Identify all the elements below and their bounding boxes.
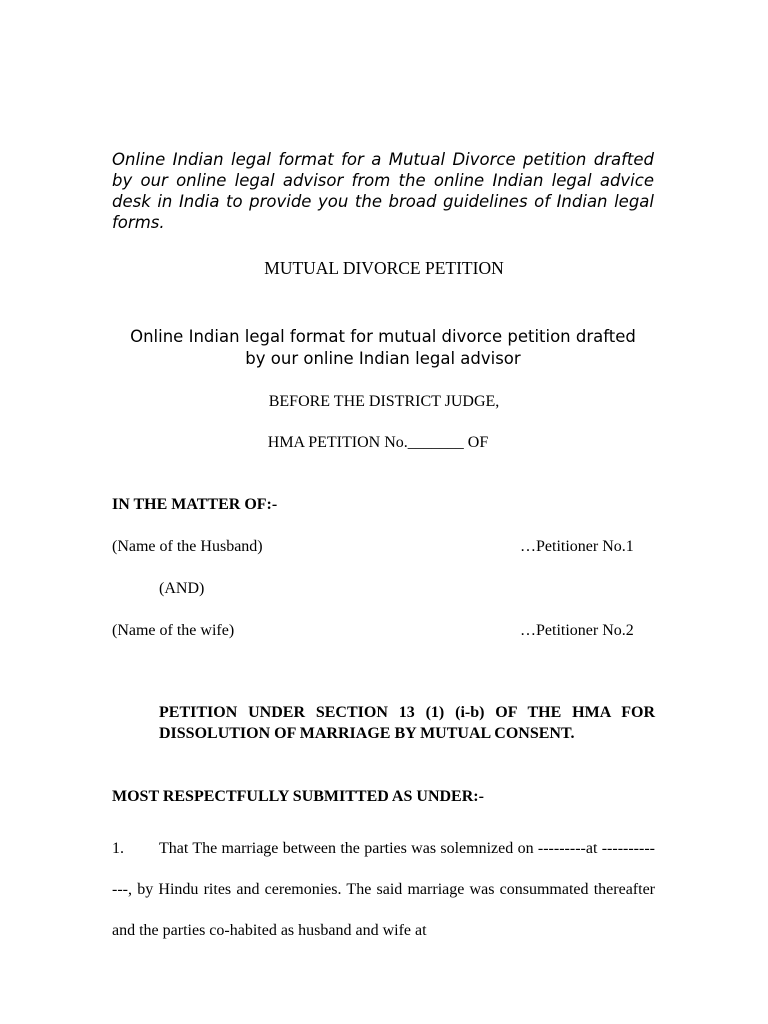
paragraph-1 (112, 828, 655, 951)
subtitle-line-2: by our online Indian legal advisor (245, 349, 521, 368)
document-title: MUTUAL DIVORCE PETITION (264, 258, 504, 278)
document-subtitle (100, 326, 666, 370)
petitioner-1-role: …Petitioner No.1 (520, 538, 634, 555)
section-heading: PETITION UNDER SECTION 13 (1) (i-b) OF THE HMA FOR DISSOLUTION OF MARRIAGE BY MUTUAL CONSENT. (159, 704, 655, 742)
matter-heading: IN THE MATTER OF:- (112, 496, 278, 513)
petitioner-2-name: (Name of the wife) (112, 622, 235, 639)
court-heading: BEFORE THE DISTRICT JUDGE, (268, 393, 500, 410)
subtitle-line-1: Online Indian legal format for mutual divorce petition drafted (130, 327, 636, 346)
paragraph-1-number: 1. (112, 840, 124, 857)
submitted-heading: MOST RESPECTFULLY SUBMITTED AS UNDER:- (112, 788, 484, 805)
petitioner-2-role: …Petitioner No.2 (520, 622, 634, 639)
intro-text: Online Indian legal format for a Mutual Divorce petition drafted by our online legal advisor from the online Indian legal advice desk in India to provide you the broad guidelines of Indian legal forms. (112, 150, 654, 232)
petition-number: HMA PETITION No._______ OF (267, 434, 489, 451)
and-separator: (AND) (159, 580, 205, 597)
paragraph-1-text: That The marriage between the parties was solemnized on ---------at -------------, by Hindu rites and ceremonies. The said marriage was consummated thereafter and the parties co-habited as husband and wife at (112, 840, 655, 939)
petitioner-1-name: (Name of the Husband) (112, 538, 263, 555)
